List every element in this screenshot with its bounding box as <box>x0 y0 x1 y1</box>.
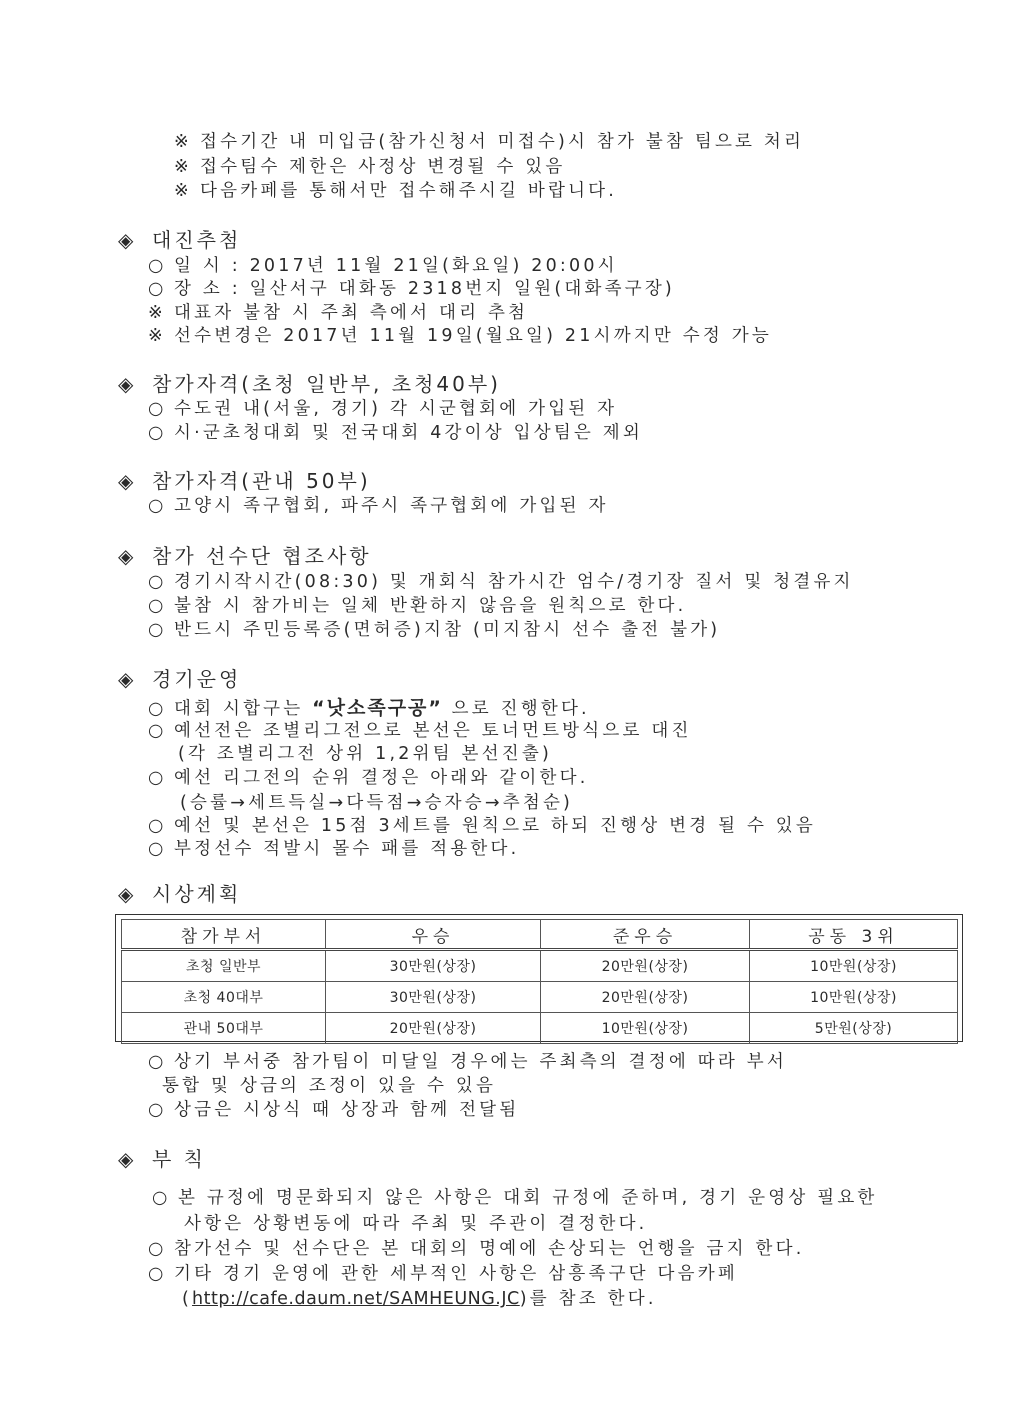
notice-line <box>174 131 804 153</box>
bullet-icon: ○ <box>148 816 164 836</box>
bullet-icon: ○ <box>152 1188 168 1208</box>
rule-text: 기타 경기 운영에 관한 세부적인 사항은 삼흥족구단 다음카페 <box>174 1264 738 1284</box>
prize-cell: 20만원(상장) <box>541 982 750 1013</box>
operation-item <box>148 720 692 742</box>
diamond-icon: ◈ <box>118 882 134 906</box>
division-cell: 관내 50대부 <box>122 1013 326 1044</box>
draw-item <box>148 255 618 277</box>
award-note <box>148 1051 787 1073</box>
bullet-icon: ○ <box>148 279 164 299</box>
ranking-order-text: (승률→세트득실→다득점→승자승→추첨순) <box>180 793 574 813</box>
award-note-continued <box>162 1075 496 1097</box>
bullet-icon: ○ <box>148 620 164 640</box>
qualification-text: 수도권 내(서울, 경기) 각 시군협회에 가입된 자 <box>174 399 618 419</box>
draw-note-text: 선수변경은 2017년 11월 19일(월요일) 21시까지만 수정 가능 <box>174 326 772 346</box>
diamond-icon: ◈ <box>118 544 134 568</box>
diamond-icon: ◈ <box>118 1147 134 1171</box>
rule-text: )를 참조 한다. <box>519 1289 657 1309</box>
operation-subnote-text: (각 조별리그전 상위 1,2위팀 본선진출) <box>178 744 553 764</box>
notice-text: 다음카페를 통해서만 접수해주시길 바랍니다. <box>200 181 618 201</box>
bullet-icon: ○ <box>148 423 164 443</box>
note-mark: ※ <box>174 132 189 152</box>
division-cell: 초청 일반부 <box>122 950 326 982</box>
operation-item <box>148 838 519 860</box>
section-heading-operation <box>118 666 241 692</box>
cooperation-item <box>148 619 720 641</box>
division-cell: 초청 40대부 <box>122 982 326 1013</box>
section-title: 참가 선수단 협조사항 <box>152 544 372 568</box>
bullet-icon: ○ <box>148 1239 164 1259</box>
operation-subnote <box>180 792 573 814</box>
operation-text: 예선 및 본선은 15점 3세트를 원칙으로 하되 진행상 변경 될 수 있음 <box>174 816 817 836</box>
note-mark: ※ <box>174 157 189 177</box>
note-mark: ※ <box>174 181 189 201</box>
cooperation-item <box>148 571 854 593</box>
prize-cell: 10만원(상장) <box>750 982 958 1013</box>
prize-cell: 5만원(상장) <box>750 1013 958 1044</box>
award-note-text: 통합 및 상금의 조정이 있을 수 있음 <box>162 1076 497 1096</box>
qualification-text: 고양시 족구협회, 파주시 족구협회에 가입된 자 <box>174 496 609 516</box>
operation-item <box>148 815 816 837</box>
bullet-icon: ○ <box>148 839 164 859</box>
section-heading-supplementary <box>118 1146 206 1172</box>
note-mark: ※ <box>148 303 163 323</box>
bullet-icon: ○ <box>148 399 164 419</box>
diamond-icon: ◈ <box>118 469 134 493</box>
section-title: 시상계획 <box>152 882 242 906</box>
bullet-icon: ○ <box>148 1264 164 1284</box>
operation-subnote <box>178 743 552 765</box>
notice-text: 접수기간 내 미입금(참가신청서 미접수)시 참가 불참 팀으로 처리 <box>200 132 805 152</box>
operation-item <box>148 767 588 789</box>
award-table-header <box>122 920 958 950</box>
header-joint-third: 공동 3위 <box>750 920 958 950</box>
section-title: 경기운영 <box>152 667 242 691</box>
notice-line <box>174 180 617 202</box>
rule-item-continued <box>184 1213 647 1235</box>
section-heading-awards <box>118 881 241 907</box>
cooperation-item <box>148 595 686 617</box>
award-note <box>148 1099 519 1121</box>
section-title: 대진추첨 <box>152 228 242 252</box>
section-title: 참가자격(초청 일반부, 초청40부) <box>152 372 501 396</box>
qualification-item <box>148 398 617 420</box>
draw-note-text: 대표자 불참 시 주최 측에서 대리 추첨 <box>174 303 529 323</box>
note-mark: ※ <box>148 326 163 346</box>
award-note-text: 상기 부서중 참가팀이 미달일 경우에는 주최측의 결정에 따라 부서 <box>174 1052 787 1072</box>
draw-note <box>148 325 772 347</box>
draw-item <box>148 278 675 300</box>
rule-text: 사항은 상황변동에 따라 주최 및 주관이 결정한다. <box>184 1214 648 1234</box>
rule-item-continued <box>182 1288 657 1310</box>
bullet-icon: ○ <box>148 596 164 616</box>
qualification-item <box>148 422 643 444</box>
diamond-icon: ◈ <box>118 372 134 396</box>
section-title: 참가자격(관내 50부) <box>152 469 371 493</box>
bullet-icon: ○ <box>148 768 164 788</box>
cooperation-text: 반드시 주민등록증(면허증)지참 (미지참시 선수 출전 불가) <box>174 620 721 640</box>
section-title: 부 칙 <box>152 1147 206 1171</box>
header-winner: 우승 <box>326 920 541 950</box>
cafe-link[interactable]: http://cafe.daum.net/SAMHEUNG.JC <box>192 1289 520 1309</box>
prize-cell: 20만원(상장) <box>326 1013 541 1044</box>
qualification-text: 시·군초청대회 및 전국대회 4강이상 입상팀은 제외 <box>174 423 644 443</box>
prize-cell: 30만원(상장) <box>326 982 541 1013</box>
diamond-icon: ◈ <box>118 667 134 691</box>
section-heading-draw <box>118 227 241 253</box>
operation-text: 예선 리그전의 순위 결정은 아래와 같이한다. <box>174 768 589 788</box>
rule-item <box>148 1238 804 1260</box>
bullet-icon: ○ <box>148 572 164 592</box>
notice-line <box>174 156 566 178</box>
award-note-text: 상금은 시상식 때 상장과 함께 전달됨 <box>174 1100 520 1120</box>
table-row <box>122 1013 958 1044</box>
header-division: 참가부서 <box>122 920 326 950</box>
rule-item <box>148 1263 738 1285</box>
operation-text: 부정선수 적발시 몰수 패를 적용한다. <box>174 839 520 859</box>
section-heading-qualification-local <box>118 468 371 494</box>
bullet-icon: ○ <box>148 1052 164 1072</box>
bullet-icon: ○ <box>148 721 164 741</box>
draw-place: 장 소 : 일산서구 대화동 2318번지 일원(대화족구장) <box>174 279 675 299</box>
prize-cell: 20만원(상장) <box>541 950 750 982</box>
notice-text: 접수팀수 제한은 사정상 변경될 수 있음 <box>200 157 566 177</box>
section-heading-qualification-general <box>118 371 501 397</box>
qualification-item <box>148 495 609 517</box>
operation-item <box>148 697 590 720</box>
rule-item <box>152 1187 878 1209</box>
bullet-icon: ○ <box>148 1100 164 1120</box>
award-table <box>121 919 958 1044</box>
header-runner-up: 준우승 <box>541 920 750 950</box>
operation-text: 예선전은 조별리그전으로 본선은 토너먼트방식으로 대진 <box>174 721 692 741</box>
bullet-icon: ○ <box>148 496 164 516</box>
draw-date: 일 시 : 2017년 11월 21일(화요일) 20:00시 <box>174 256 618 276</box>
table-row <box>122 982 958 1013</box>
bullet-icon: ○ <box>148 256 164 276</box>
draw-note <box>148 302 528 324</box>
cooperation-text: 불참 시 참가비는 일체 반환하지 않음을 원칙으로 한다. <box>174 596 687 616</box>
table-row <box>122 950 958 982</box>
bullet-icon: ○ <box>148 699 164 719</box>
prize-cell: 30만원(상장) <box>326 950 541 982</box>
prize-cell: 10만원(상장) <box>541 1013 750 1044</box>
rule-text: ( <box>182 1289 193 1309</box>
operation-text: 으로 진행한다. <box>442 699 590 719</box>
operation-text: 대회 시합구는 <box>174 699 313 719</box>
diamond-icon: ◈ <box>118 228 134 252</box>
prize-cell: 10만원(상장) <box>750 950 958 982</box>
rule-text: 본 규정에 명문화되지 않은 사항은 대회 규정에 준하며, 경기 운영상 필요한 <box>178 1188 878 1208</box>
official-ball-name: “낫소족구공” <box>312 697 443 719</box>
cooperation-text: 경기시작시간(08:30) 및 개회식 참가시간 엄수/경기장 질서 및 청결유지 <box>174 572 854 592</box>
section-heading-cooperation <box>118 543 372 569</box>
rule-text: 참가선수 및 선수단은 본 대회의 명예에 손상되는 언행을 금지 한다. <box>174 1239 805 1259</box>
